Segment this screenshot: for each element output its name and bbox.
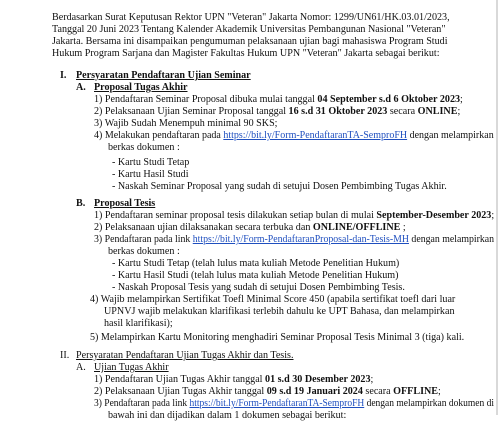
- item-1b-3-continued: berkas dokumen :: [108, 246, 180, 257]
- item-1b-1: 1) Pendaftaran seminar proposal tesis dilakukan setiap bulan di mulai September-Desember 2023;: [94, 210, 495, 221]
- doc-1b-1: - Kartu Studi Tetap (telah lulus mata kuliah Metode Penelitian Hukum): [112, 258, 400, 269]
- item-2a-1: 1) Pendaftaran Ujian Tugas Akhir tanggal 01 s.d 30 Desember 2023;: [94, 374, 374, 385]
- subsection-2a-title: Ujian Tugas Akhir: [94, 362, 169, 373]
- item-2a-3: 3) Pendaftaran pada link https://bit.ly/Form-PendaftaranTA-SemproFH dengan melampirkan dokumen di: [94, 398, 495, 409]
- item-1a-2: 2) Pelaksanaan Ujian Seminar Proposal tanggal 16 s.d 31 Oktober 2023 secara ONLINE;: [94, 106, 461, 117]
- subsection-1a-letter: A.: [76, 82, 86, 93]
- subsection-1a-title: Proposal Tugas Akhir: [94, 82, 188, 93]
- doc-1b-2: - Kartu Hasil Studi (telah lulus mata kuliah Metode Penelitian Hukum): [112, 270, 399, 281]
- seminar-registration-link[interactable]: https://bit.ly/Form-PendaftaranTA-SemproFH: [223, 130, 408, 141]
- item-1b-2: 2) Pelaksanaan ujian dilaksanakan secara terbuka dan ONLINE/OFFLINE ;: [94, 222, 406, 233]
- item-1a-1: 1) Pendaftaran Seminar Proposal dibuka mulai tanggal 04 September s.d 6 Oktober 2023;: [94, 94, 463, 105]
- item-1b-5: 5) Melampirkan Kartu Monitoring menghadiri Seminar Proposal Tesis Minimal 3 (tiga) kali.: [90, 332, 465, 343]
- item-1b-4-line-3: hasil klarifikasi);: [104, 318, 173, 329]
- section-1-number: I.: [60, 70, 67, 81]
- doc-1b-3: - Naskah Proposal Tesis yang sudah di setujui Dosen Pembimbing Tesis.: [112, 282, 405, 293]
- item-2a-3-continued: bawah ini dan dijadikan dalam 1 dokumen sebagai berikut:: [108, 410, 347, 421]
- item-1a-4: 4) Melakukan pendaftaran pada https://bit.ly/Form-PendaftaranTA-SemproFH dengan melampirkan: [94, 130, 494, 141]
- item-1b-4-line-2: UPNVJ wajib melakukan klarifikasi terlebih dahulu ke UPT Bahasa, dan melampirkan: [104, 306, 455, 317]
- doc-1a-1: - Kartu Studi Tetap: [112, 157, 190, 168]
- section-2-title: Persyaratan Pendaftaran Ujian Tugas Akhir dan Tesis.: [76, 350, 294, 361]
- doc-1a-3: - Naskah Seminar Proposal yang sudah di setujui Dosen Pembimbing Tugas Akhir.: [112, 181, 447, 192]
- intro-line-1: Berdasarkan Surat Keputusan Rektor UPN "Veteran" Jakarta Nomor: 1299/UN61/HK.03.01/2023,: [52, 12, 450, 23]
- item-1b-3: 3) Pendaftaran pada link https://bit.ly/Form-PendaftaranProposal-dan-Tesis-MH dengan melampirkan: [94, 234, 495, 245]
- section-2-number: II.: [60, 350, 70, 361]
- section-1-title: Persyaratan Pendaftaran Ujian Seminar: [76, 70, 251, 81]
- final-exam-registration-link[interactable]: https://bit.ly/Form-PendaftaranTA-SemproFH: [189, 398, 365, 409]
- subsection-1b-title: Proposal Tesis: [94, 198, 156, 209]
- thesis-registration-link[interactable]: https://bit.ly/Form-PendaftaranProposal-dan-Tesis-MH: [192, 234, 409, 245]
- intro-line-3: Jakarta. Bersama ini disampaikan pengumuman pelaksanaan ujian bagi mahasiswa Program Studi: [52, 36, 448, 47]
- item-2a-2: 2) Pelaksanaan Ujian Tugas Akhir tanggal 09 s.d 19 Januari 2024 secara OFFLINE;: [94, 386, 441, 397]
- item-1a-3: 3) Wajib Sudah Menempuh minimal 90 SKS;: [94, 118, 278, 129]
- item-1a-4-continued: berkas dokumen :: [108, 142, 180, 153]
- subsection-2a-letter: A.: [76, 362, 86, 373]
- doc-1a-2: - Kartu Hasil Studi: [112, 169, 189, 180]
- intro-line-4: Hukum Program Sarjana dan Magister Fakultas Hukum UPN "Veteran" Jakarta sebagai berikut:: [52, 48, 440, 59]
- item-1b-4-line-1: 4) Wajib melampirkan Sertifikat Toefl Minimal Score 450 (apabila sertifikat toefl dari luar: [90, 294, 456, 305]
- subsection-1b-letter: B.: [76, 198, 86, 209]
- intro-line-2: Tanggal 20 Juni 2023 Tentang Kalender Akademik Universitas Pembangunan Nasional "Veteran": [52, 24, 446, 35]
